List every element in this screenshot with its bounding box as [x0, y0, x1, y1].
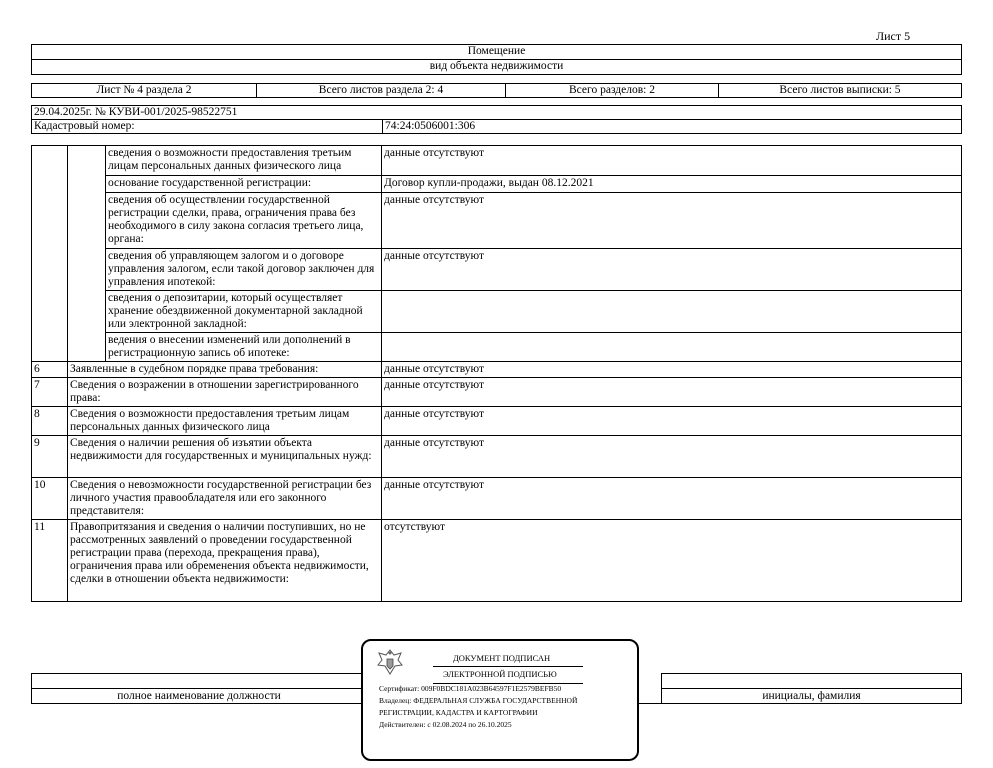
sub-row-label: сведения о возможности предоставления третьим лицам персональных данных физического лица: [106, 146, 382, 176]
sheet-number: Лист 5: [876, 29, 911, 43]
row-number: 11: [32, 520, 68, 602]
row-number: 10: [32, 478, 68, 520]
sub-row-label: ведения о внесении изменений или дополнений в регистрационную запись об ипотеке:: [106, 333, 382, 362]
row-label: Сведения о невозможности государственной регистрации без личного участия правообладателя или его законного представителя:: [68, 478, 382, 520]
row-label: Сведения о возражении в отношении зарегистрированного права:: [68, 378, 382, 407]
row-label: Правопритязания и сведения о наличии поступивших, но не рассмотренных заявлений о проведении государственной регистрации права (перехода, прекращения права), ограничения права или обременения объекта недвижимости, сделки в отношении объекта недвижимости:: [68, 520, 382, 602]
name-cell: [662, 674, 962, 689]
row-label: Сведения о наличии решения об изъятии объекта недвижимости для государственных и муниципальных нужд:: [68, 436, 382, 478]
stamp-subtitle: ЭЛЕКТРОННОЙ ПОДПИСЬЮ: [443, 669, 557, 679]
position-caption: полное наименование должности: [32, 689, 367, 704]
row-value: данные отсутствуют: [382, 378, 962, 407]
sub-row-value: данные отсутствуют: [382, 146, 962, 176]
sub-row-label: основание государственной регистрации:: [106, 176, 382, 193]
sub-row-value: данные отсутствуют: [382, 249, 962, 291]
sheet-of-section: Лист № 4 раздела 2: [32, 84, 257, 98]
stamp-validity: Действителен: с 02.08.2024 по 26.10.2025: [379, 720, 512, 729]
stamp-title: ДОКУМЕНТ ПОДПИСАН: [453, 653, 551, 663]
sections-total: Всего разделов: 2: [506, 84, 719, 98]
cadastral-label: Кадастровый номер:: [32, 120, 383, 134]
object-title: Помещение: [32, 45, 962, 60]
row-number: 8: [32, 407, 68, 436]
stamp-owner-line2: РЕГИСТРАЦИИ, КАДАСТРА И КАРТОГРАФИИ: [379, 708, 538, 717]
row-value: данные отсутствуют: [382, 362, 962, 378]
sub-row-value: [382, 291, 962, 333]
row-value: данные отсутствуют: [382, 436, 962, 478]
coat-of-arms-icon: [375, 647, 405, 677]
empty-num-cell: [32, 146, 68, 362]
cadastral-number: 74:24:0506001:306: [383, 120, 962, 134]
sub-row-value: данные отсутствуют: [382, 193, 962, 249]
row-value: данные отсутствуют: [382, 407, 962, 436]
electronic-signature-stamp: [361, 639, 639, 761]
document-meta: [31, 105, 962, 134]
row-label: Заявленные в судебном порядке права требования:: [68, 362, 382, 378]
sheet-info-row: [31, 83, 962, 98]
sub-row-label: сведения о депозитарии, который осуществляет хранение обездвиженной документарной закладной или электронной закладной:: [106, 291, 382, 333]
row-value: данные отсутствуют: [382, 478, 962, 520]
sub-row-value: Договор купли-продажи, выдан 08.12.2021: [382, 176, 962, 193]
stamp-certificate: Сертификат: 009F0BDC181A023B64597F1E2579BEFB50: [379, 684, 562, 693]
row-number: 7: [32, 378, 68, 407]
stamp-owner-line1: Владелец: ФЕДЕРАЛЬНАЯ СЛУЖБА ГОСУДАРСТВЕННОЙ: [379, 696, 578, 705]
row-label: Сведения о возможности предоставления третьим лицам персональных данных физического лица: [68, 407, 382, 436]
object-header: [31, 44, 962, 75]
sub-row-value: [382, 333, 962, 362]
stamp-divider: [433, 666, 583, 667]
row-number: 9: [32, 436, 68, 478]
row-number: 6: [32, 362, 68, 378]
object-type: вид объекта недвижимости: [32, 60, 962, 75]
name-caption: инициалы, фамилия: [662, 689, 962, 704]
date-and-number: 29.04.2025г. № КУВИ-001/2025-98522751: [32, 106, 962, 120]
row-value: отсутствуют: [382, 520, 962, 602]
section-sheets-total: Всего листов раздела 2: 4: [257, 84, 506, 98]
empty-sub-cell: [68, 146, 106, 362]
records-table: [31, 145, 962, 602]
position-cell: [32, 674, 367, 689]
sub-row-label: сведения об осуществлении государственной регистрации сделки, права, ограничения права без необходимого в силу закона согласия третьего лица, органа:: [106, 193, 382, 249]
extract-sheets-total: Всего листов выписки: 5: [719, 84, 962, 98]
sub-row-label: сведения об управляющем залогом и о договоре управления залогом, если такой договор заключен для управления ипотекой:: [106, 249, 382, 291]
